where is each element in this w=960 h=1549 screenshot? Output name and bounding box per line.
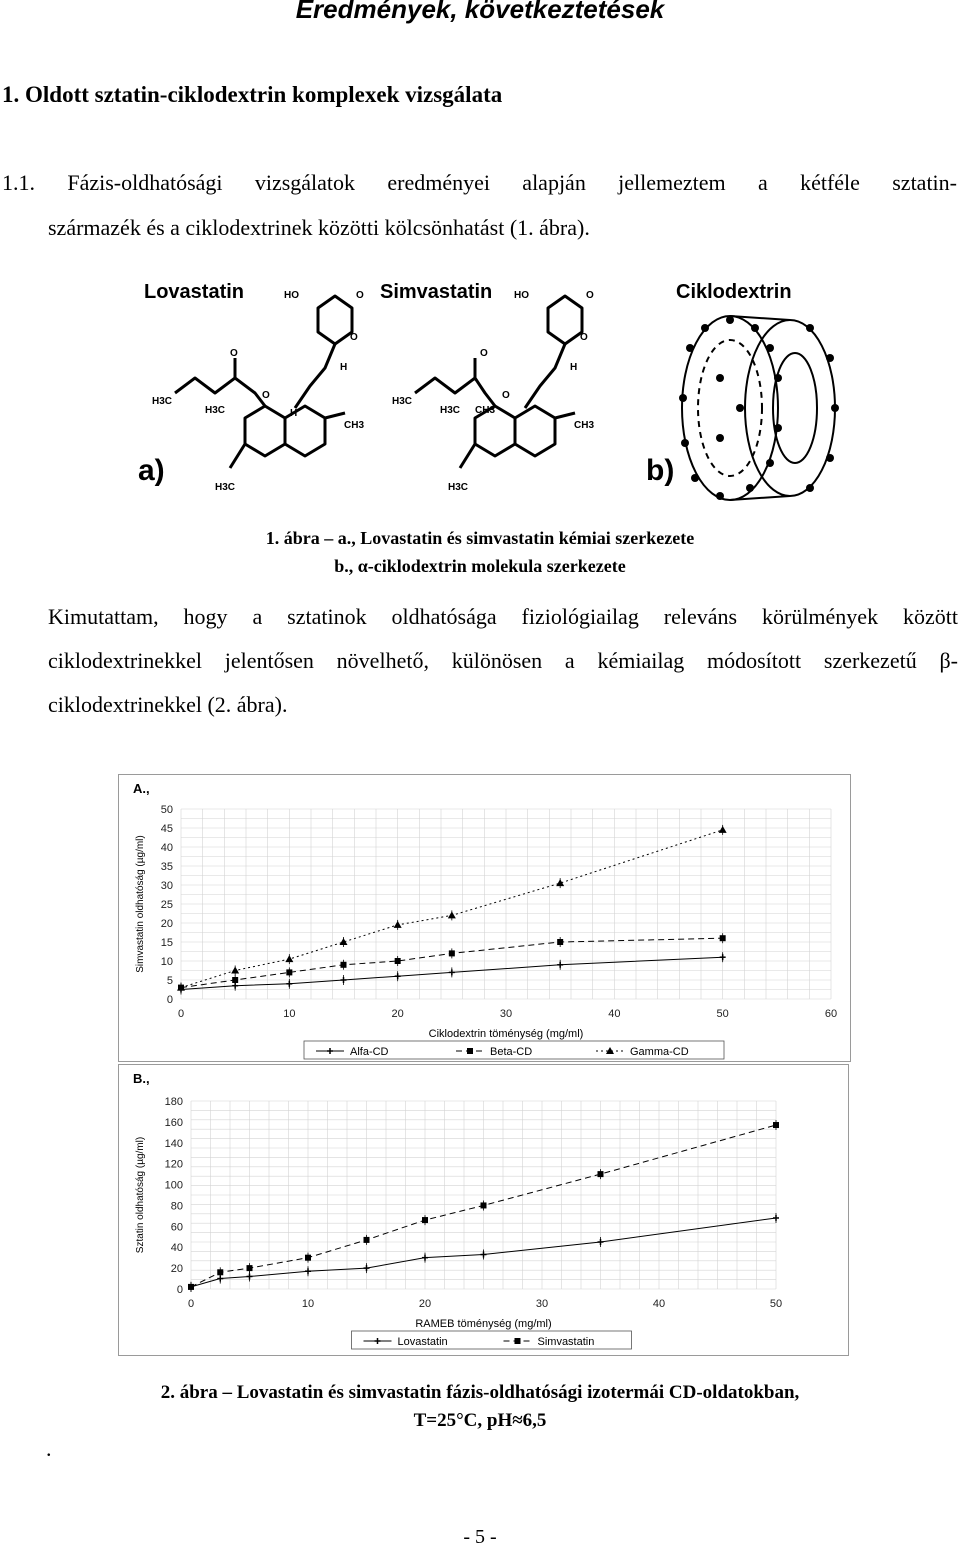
lova-o-ring: O [350,332,358,343]
chart-b-xtick-label: 20 [418,1298,432,1310]
chart-b-ytick-label: 180 [164,1096,183,1108]
chart-b-legend-entry: Simvastatin [537,1336,595,1348]
chart-b-point-lovastatin [773,1215,779,1221]
chart-b-point-simvastatin [364,1237,370,1243]
chart-b-xtick-label: 0 [187,1298,195,1310]
chart-a-point-gamma-cd [719,826,727,833]
chart-a-ytick-label: 45 [160,823,173,835]
chart-a-point-beta-cd [341,962,347,968]
ciklodextrin-label: Ciklodextrin [676,281,792,303]
chart-a-panel-label: A., [133,781,150,796]
lovastatin-side-chain [175,378,265,406]
chart-a-xtick-label: 50 [716,1008,729,1020]
chart-a [119,775,850,1061]
chart-b-ytick-label: 0 [176,1284,183,1296]
chart-b-xtick-label: 30 [535,1298,549,1310]
simva-h3c-2: H3C [440,405,461,416]
section-title: 1. Oldott sztatin-ciklodextrin komplexek vizsgálata [2,82,503,107]
lova-h3c-3: H3C [215,482,236,493]
chart-b-point-simvastatin [598,1171,604,1177]
chart-a-ytick-label: 40 [160,842,173,854]
simvastatin-label: Simvastatin [380,281,493,303]
chart-b-xtick-label: 50 [769,1298,783,1310]
chart-a-series-line-gamma-cd [181,830,723,988]
chart-b-ytick-label: 120 [164,1158,183,1171]
figure-1-caption-line-2: b., α-ciklodextrin molekula szerkezete [334,556,626,576]
chart-b-point-lovastatin [247,1273,253,1279]
simva-h3c-1: H3C [392,396,413,407]
panel-b-label: b) [646,454,675,487]
chart-a-ytick-label: 35 [160,861,173,873]
page-heading: Eredmények, következtetések [295,0,665,24]
simva-ch3-1: CH3 [475,405,496,416]
chart-b-point-lovastatin [598,1239,604,1245]
chart-a-point-beta-cd [232,977,238,983]
chart-a-legend-entry: Gamma-CD [630,1046,689,1058]
lovastatin-chain [295,344,335,408]
chart-a-point-alfa-cd [286,981,292,987]
chart-a-xtick-label: 40 [608,1008,621,1020]
cyclodextrin-cylinder [682,316,835,500]
chart-a-ytick-label: 15 [160,937,173,949]
chart-a-x-axis-title: Ciklodextrin töménység (mg/ml) [428,1028,584,1040]
chart-b-point-simvastatin [305,1255,311,1261]
chart-b-ytick-label: 40 [170,1242,183,1255]
page-number: - 5 - [463,1526,497,1548]
chart-a-point-beta-cd [720,935,726,941]
chart-b-x-axis-title: RAMEB töménység (mg/ml) [415,1318,552,1330]
simva-o-ester: O [480,348,488,359]
chart-a-frame [118,774,851,1062]
paragraph-1-line-2: származék és a ciklodextrinek közötti kölcsönhatást (1. ábra). [48,215,590,240]
chart-b [119,1065,848,1355]
lova-h: H [340,362,348,373]
chart-a-xtick-label: 30 [499,1008,513,1020]
figure-2-caption-line-1: 2. ábra – Lovastatin és simvastatin fázis-oldhatósági izotermái CD-oldatokban, [160,1382,800,1403]
paragraph-2-line-1: Kimutattam, hogy a sztatinok oldhatósága fiziológiailag releváns körülmények között [48,604,958,629]
chart-a-point-beta-cd [449,950,455,956]
chart-b-point-simvastatin [773,1122,779,1128]
chart-a-xtick-label: 0 [177,1008,185,1020]
chart-a-point-gamma-cd [448,911,456,918]
chart-b-xtick-label: 10 [301,1298,315,1310]
chart-b-panel-label: B., [133,1071,150,1086]
chart-a-y-axis-title: Simvastatin oldhatóság (µg/ml) [135,835,146,973]
chart-a-legend-marker [467,1048,473,1054]
chart-a-legend-entry: Beta-CD [490,1046,533,1058]
figure-1-caption-line-1: 1. ábra – a., Lovastatin és simvastatin kémiai szerkezete [265,528,695,548]
lovastatin-lactone-ring [318,296,352,344]
simva-ho: HO [514,290,529,301]
chart-a-point-alfa-cd [720,954,726,960]
chart-a-point-beta-cd [557,939,563,945]
lova-h3c-1: H3C [152,396,173,407]
simva-o-link: O [502,390,510,401]
simvastatin-side-chain [415,378,495,406]
chart-b-point-simvastatin [217,1269,223,1275]
chart-b-point-simvastatin [247,1265,253,1271]
chart-a-point-gamma-cd [394,921,402,928]
lova-h3c-2: H3C [205,405,226,416]
lova-h2: H [290,408,298,419]
lova-ch3: CH3 [344,420,365,431]
simvastatin-lactone-ring [548,296,582,344]
chart-b-legend-marker [515,1338,521,1344]
chart-b-point-lovastatin [305,1268,311,1274]
lova-o-carbonyl: O [356,290,364,301]
chart-b-point-lovastatin [422,1255,428,1261]
chart-a-point-alfa-cd [341,977,347,983]
chart-b-point-simvastatin [188,1284,194,1290]
chart-b-ytick-label: 60 [170,1221,183,1234]
simva-o-carbonyl: O [586,290,594,301]
chart-a-xtick-label: 10 [283,1008,296,1020]
chart-a-xtick-label: 60 [824,1008,838,1020]
lova-o-link: O [262,390,270,401]
chart-b-point-simvastatin [422,1217,428,1223]
stray-dot: . [46,1436,52,1461]
chart-b-y-axis-title: Sztatin oldhatóság (µg/ml) [135,1136,146,1254]
chart-a-point-alfa-cd [557,962,563,968]
chart-a-ytick-label: 10 [160,956,173,968]
paragraph-2-line-3: ciklodextrinekkel (2. ábra). [48,692,288,717]
chart-a-point-alfa-cd [395,973,401,979]
chart-b-ytick-label: 140 [164,1137,183,1150]
chart-b-ytick-label: 100 [164,1179,183,1192]
chart-a-ytick-label: 20 [160,918,173,930]
figure-1-structures [130,268,845,520]
chart-b-frame [118,1064,849,1356]
chart-b-point-lovastatin [481,1252,487,1258]
chart-a-ytick-label: 30 [160,880,173,892]
paragraph-2-line-2: ciklodextrinekkel jelentősen növelhető, különösen a kémiailag módosított szerkezetű β- [48,648,958,673]
chart-b-ytick-label: 80 [170,1200,183,1213]
chart-a-xtick-label: 20 [391,1008,404,1020]
chart-a-ytick-label: 25 [160,899,173,911]
chart-a-point-beta-cd [286,969,292,975]
chart-b-point-simvastatin [481,1202,487,1208]
chart-a-point-beta-cd [395,958,401,964]
chart-a-ytick-label: 0 [166,994,173,1006]
simva-ch3-2: CH3 [574,420,595,431]
paragraph-1-line-1: 1.1. Fázis-oldhatósági vizsgálatok eredményei alapján jellemeztem a kétféle sztatin- [2,170,957,195]
chart-b-ytick-label: 20 [170,1263,183,1276]
chart-b-ytick-label: 160 [164,1116,183,1129]
lova-ho: HO [284,290,299,301]
simva-o-ring: O [580,332,588,343]
simva-h3c-3: H3C [448,482,469,493]
lova-o-ester: O [230,348,238,359]
lovastatin-ring-1 [245,406,285,456]
chart-a-point-gamma-cd [231,967,239,974]
chart-b-xtick-label: 40 [652,1298,666,1310]
chart-b-legend-entry: Lovastatin [397,1336,448,1348]
simva-h: H [570,362,578,373]
chart-a-legend-entry: Alfa-CD [350,1046,389,1058]
panel-a-label: a) [138,454,165,487]
lovastatin-label: Lovastatin [144,281,245,303]
figure-2-caption-line-2: T=25°C, pH≈6,5 [413,1410,547,1431]
chart-a-point-gamma-cd [285,955,293,962]
simvastatin-chain [525,344,565,408]
simvastatin-ring-2 [515,406,555,456]
chart-a-ytick-label: 5 [166,975,173,987]
chart-a-ytick-label: 50 [160,804,173,816]
